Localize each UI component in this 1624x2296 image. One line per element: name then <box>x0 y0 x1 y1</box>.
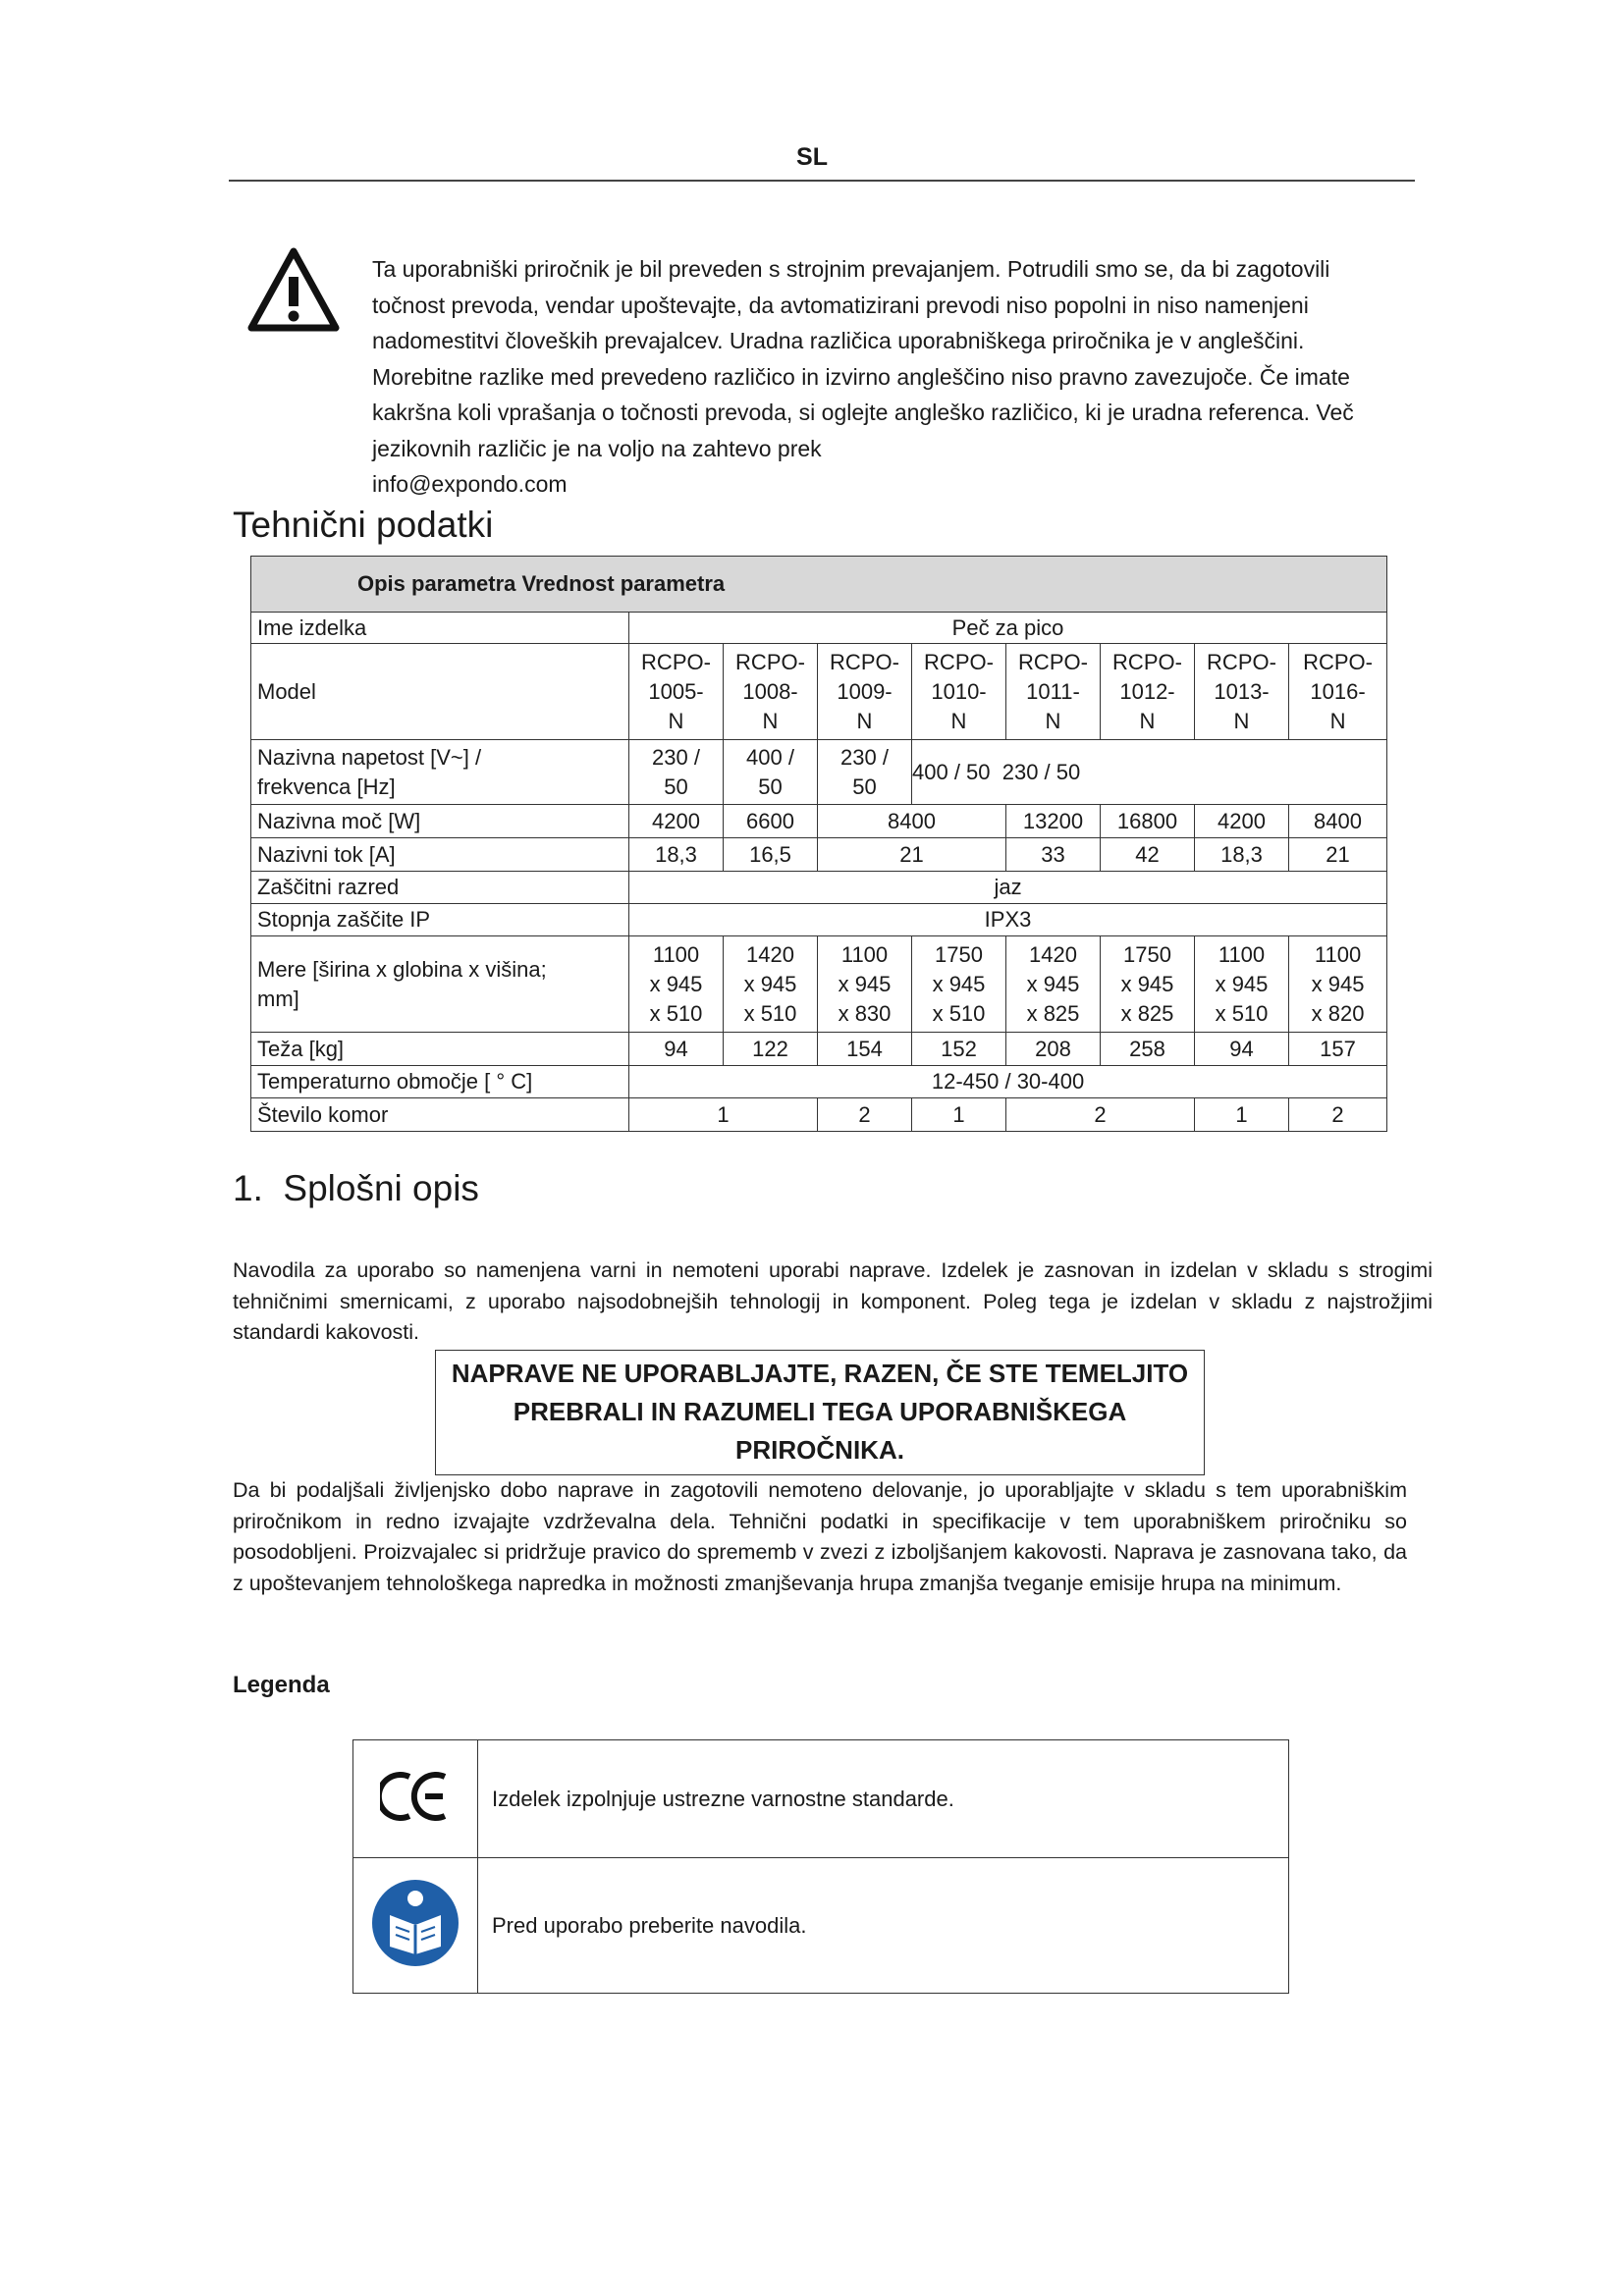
legend-text: Izdelek izpolnjuje ustrezne varnostne standarde. <box>478 1740 1289 1858</box>
legend-title: Legenda <box>233 1672 330 1698</box>
dimensions-cell: 1420 x 945 x 825 <box>1006 936 1101 1033</box>
current-cell: 42 <box>1101 838 1195 872</box>
chambers-cell: 1 <box>629 1098 818 1132</box>
ce-mark-icon <box>380 1769 451 1824</box>
read-manual-icon <box>370 1878 460 1968</box>
row-label: Nazivni tok [A] <box>251 838 629 872</box>
row-label: Stopnja zaščite IP <box>251 904 629 936</box>
dimensions-cell: 1100 x 945 x 820 <box>1289 936 1387 1033</box>
weight-cell: 154 <box>818 1033 912 1066</box>
section-heading: 1. Splošni opis <box>233 1168 479 1208</box>
weight-cell: 208 <box>1006 1033 1101 1066</box>
power-cell: 16800 <box>1101 805 1195 838</box>
chambers-cell: 2 <box>818 1098 912 1132</box>
warning-icon <box>247 247 340 332</box>
model-cell: RCPO- 1012- N <box>1101 644 1195 740</box>
current-cell: 33 <box>1006 838 1101 872</box>
current-cell: 21 <box>1289 838 1387 872</box>
row-label: Temperaturno območje [ ° C] <box>251 1066 629 1098</box>
row-label: Nazivna napetost [V~] / frekvenca [Hz] <box>251 740 629 805</box>
legend-table <box>352 1739 1289 1994</box>
notice-line: Ta uporabniški priročnik je bil preveden s strojnim prevajanjem. Potrudili smo se, da bi zagotovili <box>372 256 1330 282</box>
model-cell: RCPO- 1010- N <box>912 644 1006 740</box>
notice-line: jezikovnih različic je na voljo na zahtevo prek <box>372 435 822 461</box>
voltage-merged-cell: 400 / 50 230 / 50 <box>912 740 1387 805</box>
current-cell: 16,5 <box>724 838 818 872</box>
power-cell: 8400 <box>1289 805 1387 838</box>
row-label: Teža [kg] <box>251 1033 629 1066</box>
power-cell: 13200 <box>1006 805 1101 838</box>
maintenance-paragraph: Da bi podaljšali življenjsko dobo naprave in zagotovili nemoteno delovanje, jo uporabljajte v skladu s tem uporabniškim priročnikom in redno izvajajte vzdrževalna dela. Tehnični podatki in specifikacije v tem uporabniškem priročniku so posodobljeni. Proizvajalec si pridržuje pravico do sprememb v zvezi z izboljšanjem kakovosti. Naprava je zasnovana tako, da z upoštevanjem tehnološkega napredka in možnosti zmanjševanja hrupa zmanjša tveganje emisije hrupa na minimum. <box>233 1478 1407 1595</box>
dimensions-cell: 1100 x 945 x 510 <box>629 936 724 1033</box>
weight-cell: 258 <box>1101 1033 1195 1066</box>
current-cell: 21 <box>818 838 1006 872</box>
intro-paragraph: Navodila za uporabo so namenjena varni in nemoteni uporabi naprave. Izdelek je zasnovan in izdelan v skladu s strogimi tehničnimi smernicami, z uporabo najsodobnejših tehnologij in komponent. Poleg tega je izdelan v skladu z najstrožjimi standardi kakovosti. <box>233 1258 1433 1344</box>
dimensions-cell: 1100 x 945 x 510 <box>1195 936 1289 1033</box>
dimensions-cell: 1750 x 945 x 510 <box>912 936 1006 1033</box>
current-cell: 18,3 <box>1195 838 1289 872</box>
warning-line: NAPRAVE NE UPORABLJAJTE, RAZEN, ČE STE TEMELJITO <box>451 1359 1189 1388</box>
notice-line: točnost prevoda, vendar upoštevajte, da avtomatizirani prevodi niso popolni in niso namenjeni <box>372 292 1309 318</box>
chambers-cell: 1 <box>912 1098 1006 1132</box>
dimensions-cell: 1750 x 945 x 825 <box>1101 936 1195 1033</box>
warning-line: PRIROČNIKA. <box>735 1435 904 1465</box>
header-divider <box>229 180 1415 182</box>
voltage-cell: 230 / 50 <box>818 740 912 805</box>
warning-box <box>435 1350 1205 1475</box>
tech-data-table <box>250 556 1387 1132</box>
warning-line: PREBRALI IN RAZUMELI TEGA UPORABNIŠKEGA <box>513 1397 1127 1426</box>
chambers-cell: 2 <box>1006 1098 1195 1132</box>
dimensions-cell: 1420 x 945 x 510 <box>724 936 818 1033</box>
voltage-cell: 230 / 50 <box>629 740 724 805</box>
row-label: Število komor <box>251 1098 629 1132</box>
model-cell: RCPO- 1005- N <box>629 644 724 740</box>
voltage-cell: 400 / 50 <box>724 740 818 805</box>
model-cell: RCPO- 1013- N <box>1195 644 1289 740</box>
model-cell: RCPO- 1011- N <box>1006 644 1101 740</box>
legend-text: Pred uporabo preberite navodila. <box>478 1858 1289 1994</box>
product-name: Peč za pico <box>629 613 1387 644</box>
row-label: Mere [širina x globina x višina; mm] <box>251 936 629 1033</box>
weight-cell: 157 <box>1289 1033 1387 1066</box>
notice-line: nadomestitvi človeških prevajalcev. Uradna različica uporabniškega priročnika je v angleščini. <box>372 328 1305 353</box>
model-cell: RCPO- 1009- N <box>818 644 912 740</box>
model-cell: RCPO- 1016- N <box>1289 644 1387 740</box>
translation-notice <box>372 251 1397 503</box>
chambers-cell: 1 <box>1195 1098 1289 1132</box>
language-code: SL <box>796 143 828 171</box>
contact-email: info@expondo.com <box>372 471 568 497</box>
table-header: Opis parametra Vrednost parametra <box>251 557 1387 613</box>
row-label: Model <box>251 644 629 740</box>
weight-cell: 94 <box>629 1033 724 1066</box>
model-cell: RCPO- 1008- N <box>724 644 818 740</box>
notice-line: kakršna koli vprašanja o točnosti prevoda, si oglejte angleško različico, ki je uradna referenca. Več <box>372 400 1354 425</box>
tech-data-heading: Tehnični podatki <box>233 505 494 545</box>
weight-cell: 94 <box>1195 1033 1289 1066</box>
weight-cell: 122 <box>724 1033 818 1066</box>
legend-icon-cell <box>353 1858 478 1994</box>
dimensions-cell: 1100 x 945 x 830 <box>818 936 912 1033</box>
row-label: Zaščitni razred <box>251 872 629 904</box>
temperature-range-value: 12-450 / 30-400 <box>629 1066 1387 1098</box>
power-cell: 4200 <box>629 805 724 838</box>
chambers-cell: 2 <box>1289 1098 1387 1132</box>
row-label: Nazivna moč [W] <box>251 805 629 838</box>
row-label: Ime izdelka <box>251 613 629 644</box>
current-cell: 18,3 <box>629 838 724 872</box>
ip-rating-value: IPX3 <box>629 904 1387 936</box>
weight-cell: 152 <box>912 1033 1006 1066</box>
notice-line: Morebitne razlike med prevedeno različico in izvirno angleščino niso pravno zavezujoče. Če imate <box>372 363 1350 390</box>
power-cell: 4200 <box>1195 805 1289 838</box>
protection-class-value: jaz <box>629 872 1387 904</box>
legend-icon-cell <box>353 1740 478 1858</box>
power-cell: 8400 <box>818 805 1006 838</box>
power-cell: 6600 <box>724 805 818 838</box>
